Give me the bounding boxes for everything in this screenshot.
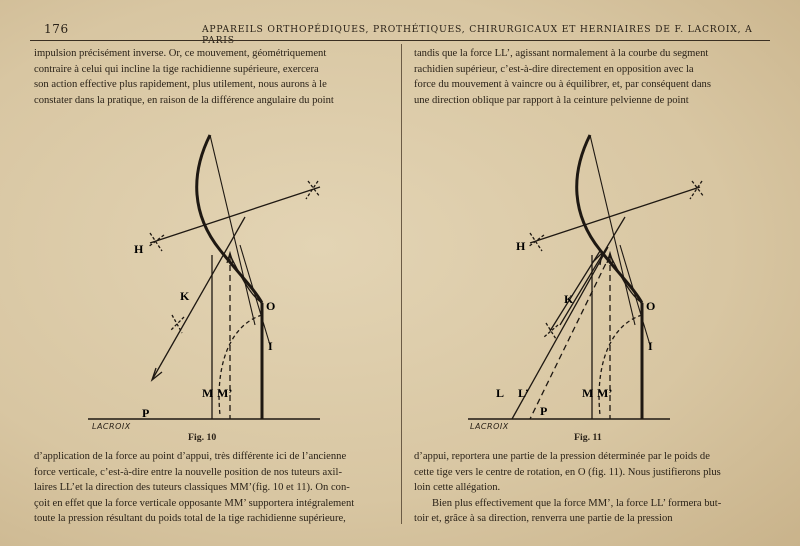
page-header bbox=[30, 22, 770, 38]
running-title: APPAREILS ORTHOPÉDIQUES, PROTHÉTIQUES, CHIRURGICAUX ET HERNIAIRES DE F. LACROIX, A bbox=[202, 24, 753, 35]
figure-11 bbox=[460, 125, 760, 425]
figure-11-caption: Fig. 11 bbox=[574, 432, 602, 443]
label-o: O bbox=[646, 299, 656, 313]
text-line: loin cette allégation. bbox=[414, 482, 501, 493]
text-line: impulsion précisément inverse. Or, ce mouvement, géométriquement bbox=[34, 48, 327, 59]
label-m-prime: M’ bbox=[597, 386, 613, 400]
text-line: force verticale, c’est-à-dire entre la nouvelle position de nos tuteurs axil- bbox=[34, 466, 342, 478]
left-column-top-text bbox=[34, 46, 386, 108]
text-line: tandis que la force LL’, agissant normalement à la courbe du segment bbox=[414, 48, 709, 59]
text-line: laires LL’et la direction des tuteurs classiques MM’(fig. 10 et 11). On con- bbox=[34, 482, 350, 493]
text-line: çoit en effet que la force verticale opposante MM’ supportera intégralement bbox=[34, 497, 355, 509]
text-line: d’appui, reportera une partie de la pression déterminée par le poids de bbox=[414, 451, 710, 462]
text-line: force du mouvement à vaincre ou à équilibrer, et, par conséquent dans bbox=[414, 79, 711, 90]
label-m: M bbox=[202, 386, 214, 400]
label-p: P bbox=[142, 406, 150, 420]
figure-10-caption: Fig. 10 bbox=[188, 432, 217, 443]
figure-10-signature: LACROIX bbox=[92, 422, 131, 431]
column-divider bbox=[401, 44, 402, 524]
left-column-bottom-text bbox=[34, 449, 386, 527]
text-line: rachidien supérieur, c’est-à-dire directement en opposition avec la bbox=[414, 63, 694, 75]
label-m: M bbox=[582, 386, 594, 400]
label-l: L bbox=[496, 386, 505, 400]
label-i: I bbox=[648, 339, 653, 353]
text-line: toute la pression résultant du poids total de la tige rachidienne supérieure, bbox=[34, 513, 346, 524]
label-k: K bbox=[180, 289, 190, 303]
label-p: P bbox=[540, 404, 548, 418]
text-line: Bien plus effectivement que la force MM’, la force LL’ formera but- bbox=[432, 497, 722, 509]
right-column-bottom-text bbox=[414, 449, 766, 527]
figure-10-drawing bbox=[80, 125, 380, 425]
force-k-line bbox=[152, 217, 245, 380]
text-line: contraire à celui qui incline la tige rachidienne supérieure, exercera bbox=[34, 63, 319, 75]
upper-segment-line bbox=[590, 135, 635, 325]
upper-segment-line bbox=[210, 135, 255, 325]
label-m-prime: M’ bbox=[217, 386, 233, 400]
text-line: toir et, grâce à sa direction, renverra une partie de la pression bbox=[414, 513, 673, 524]
text-line: d’application de la force au point d’appui, très différente ici de l’ancienne bbox=[34, 451, 347, 462]
label-i: I bbox=[268, 339, 273, 353]
label-h: H bbox=[516, 239, 526, 253]
header-rule bbox=[30, 40, 770, 41]
label-l-prime: L’ bbox=[518, 386, 529, 400]
text-line: une direction oblique par rapport à la ceinture pelvienne de point bbox=[414, 94, 689, 106]
text-line: cette tige vers le centre de rotation, en O (fig. 11). Nous justifierons plus bbox=[414, 466, 721, 478]
text-line: son action effective plus rapidement, plus utilement, nous aurons à le bbox=[34, 79, 327, 90]
figure-10 bbox=[80, 125, 380, 425]
label-h: H bbox=[134, 242, 144, 256]
figure-11-drawing bbox=[460, 125, 760, 425]
right-column-top-text bbox=[414, 46, 766, 108]
label-k: K bbox=[564, 292, 574, 306]
text-line: constater dans la pratique, en raison de la différence angulaire du point bbox=[34, 94, 334, 106]
page-number: 176 bbox=[44, 22, 69, 36]
label-o: O bbox=[266, 299, 276, 313]
figure-11-signature: LACROIX bbox=[470, 422, 509, 431]
